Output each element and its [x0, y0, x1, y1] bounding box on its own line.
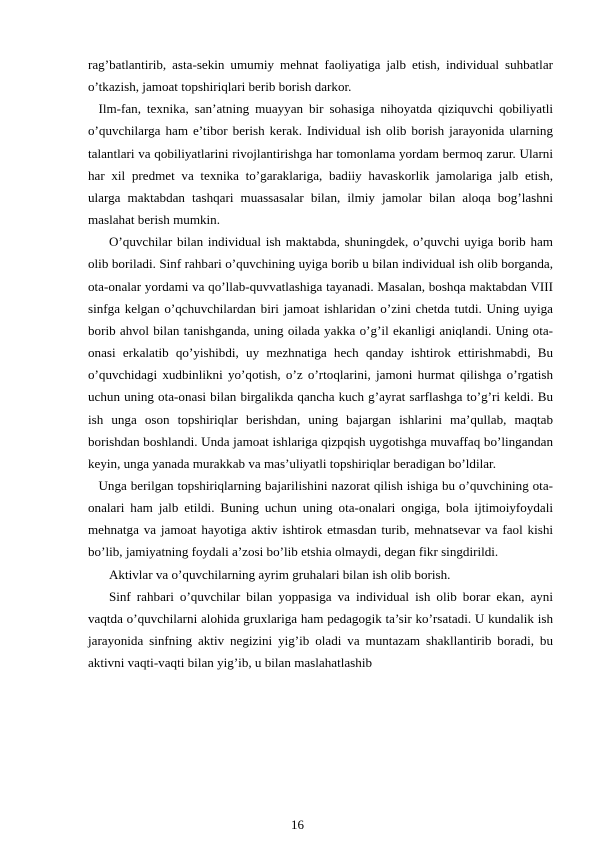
paragraph-4: Unga berilgan topshiriqlarning bajarilishini nazorat qilish ishiga bu o’quvchining ota-onalari ham jalb etildi. Buning uchun uning ota-onalari ongiga, bola ijtimoiyfoydali mehnatga va jamoat hayotiga aktiv ishtirok etmasdan turib, mehnatsevar va faol kishi bo’lib, jamiyatning foydali a’zosi bo’lib etshia olmaydi, degan fikr singdirildi.: [88, 477, 553, 560]
section-heading: Aktivlar va o’quvchilarning ayrim gruhalari bilan ish olib borish.: [108, 566, 451, 582]
page-number: 16: [291, 817, 304, 832]
paragraph-2: Ilm-fan, texnika, san’atning muayyan bir sohasiga nihoyatda qiziquvchi qobiliyatli o’quvchilarga ham e’tibor berish kerak. Individual ish olib borish jarayonida ularning talantlari va qobiliyatlarini rivojlantirishga har tomonlama yordam bermoq zarur. Ularni har xil predmet va texnika to’garaklariga, badiiy havaskorlik jamolariga jalb etish, ularga maktabdan tashqari muassasalar bilan, ilmiy jamolar bilan aloqa bog’lashni maslahat berish mumkin.: [88, 101, 553, 228]
paragraph-5: Sinf rahbari o’quvchilar bilan yoppasiga va individual ish olib borar ekan, ayni vaqtda o’quvchilarni alohida gruxlariga ham pedagogik ta’sir ko’rsatadi. U kundalik ish jarayonida sinfning aktiv negizini yig’ib oladi va muntazam shakllantirib boradi, bu aktivni vaqti-vaqti bilan yig’ib, u bilan maslahatlashib: [88, 588, 553, 671]
paragraph-3: O’quvchilar bilan individual ish maktabda, shuningdek, o’quvchi uyiga borib ham olib boriladi. Sinf rahbari o’quvchining uyiga borib u bilan individual ish olib borganda, ota-onalar yordami va qo’llab-quvvatlashiga tayanadi. Masalan, boshqa maktabdan VIII sinfga kelgan o’qchuvchilardan biri jamoat ishlaridan o’zini chetda tutdi. Uning uyiga borib ahvol bilan tanishganda, uning oilada yakka o’g’il ekanligi aniqlandi. Uning ota-onasi erkalatib qo’yishibdi, uy mezhnatiga hech qanday ishtirok ettirishmabdi, Bu o’quvchidagi xudbinlikni yo’qotish, o’z o’rtoqlarini, jamoni hurmat qilishga o’rgatish uchun uning ota-onasi bilan birgalikda qancha kuch g’ayrat sarflashga to’g’ri keldi. Bu ish unga oson topshiriqlar berishdan, uning bajargan ishlarini ma’qullab, maqtab borishdan boshlandi. Unda jamoat ishlariga qizpqish uygotishga muvaffaq bo’lingandan keyin, unga yanada murakkab va mas’uliyatli topshiriqlar beradigan bo’ldilar.: [88, 234, 553, 471]
body-text: [88, 54, 553, 674]
paragraph-1: rag’batlantirib, asta-sekin umumiy mehnat faoliyatiga jalb etish, individual suhbatlar o’tkazish, jamoat topshiriqlari berib borish darkor.: [88, 57, 553, 95]
